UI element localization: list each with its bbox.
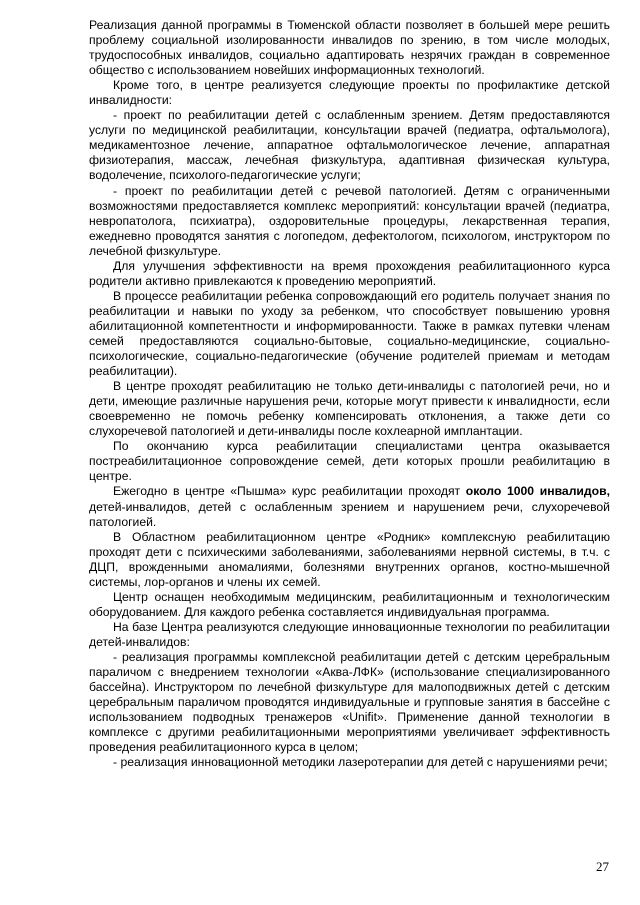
list-item: - реализация программы комплексной реабилитации детей с детским церебральным параличом с внедрением технологии «Аква-ЛФК» (использование специализированного бассейна). Инструктором по лечебной физкультуре для малоподвижных детей с детским церебральным параличом проводятся индивидуальные и групповые занятия в бассейне с использованием подводных тренажеров «Unifit». Применение данной технологии в комплексе с другими реабилитационными мероприятиями увеличивает эффективность проведения реабилитационного курса в целом; xyxy=(89,649,610,755)
list-item: - проект по реабилитации детей с речевой патологией. Детям с ограниченными возможностями предоставляется комплекс мероприятий: консультации врачей (педиатра, невропатолога, психиатра), оздоровительные процедуры, лекарственная терапия, ежедневно проводятся занятия с логопедом, дефектологом, психологом, инструктором по лечебной физкультуре. xyxy=(89,183,610,258)
paragraph xyxy=(89,484,610,529)
paragraph-text: детей-инвалидов, детей с ослабленным зрением и нарушением речи, слухоречевой патологией. xyxy=(89,499,610,529)
list-item: - реализация инновационной методики лазеротерапии для детей с нарушениями речи; xyxy=(113,755,608,770)
paragraph: Кроме того, в центре реализуется следующие проекты по профилактике детской инвалидности: xyxy=(89,78,610,108)
paragraph: В центре проходят реабилитацию не только дети-инвалиды с патологией речи, но и дети, имеющие различные нарушения речи, которые могут привести к инвалидности, если своевременно не помочь ребенку компенсировать отклонения, а также дети со слухоречевой патологией и дети-инвалиды после кохлеарной имплантации. xyxy=(89,379,610,439)
list-item: - проект по реабилитации детей с ослабленным зрением. Детям предоставляются услуги по медицинской реабилитации, консультации врачей (педиатра, офтальмолога), медикаментозное лечение, аппаратное офтальмологическое лечение, аппаратная физиотерапия, массаж, лечебная физкультура, адаптивная физическая культура, водолечение, психолого-педагогические услуги; xyxy=(89,108,610,183)
paragraph: Центр оснащен необходимым медицинским, реабилитационным и технологическим оборудованием. Для каждого ребенка составляется индивидуальная программа. xyxy=(89,589,610,619)
paragraph: На базе Центра реализуются следующие инновационные технологии по реабилитации детей-инвалидов: xyxy=(89,619,610,649)
bold-emphasis: около 1000 инвалидов, xyxy=(465,484,610,499)
paragraph: По окончанию курса реабилитации специалистами центра оказывается постреабилитационное сопровождение семей, дети которых прошли реабилитацию в центре. xyxy=(89,439,610,484)
paragraph: Для улучшения эффективности на время прохождения реабилитационного курса родители активно привлекаются к проведению мероприятий. xyxy=(89,258,610,288)
paragraph: В Областном реабилитационном центре «Родник» комплексную реабилитацию проходят дети с психическими заболеваниями, заболеваниями нервной системы, в т.ч. с ДЦП, врожденными аномалиями, болезнями внутренних органов, костно-мышечной системы, лор-органов и члены их семей. xyxy=(89,529,610,589)
paragraph: В процессе реабилитации ребенка сопровождающий его родитель получает знания по реабилитации и навыки по уходу за ребенком, что способствует повышению уровня абилитационной компетентности и информированности. Также в рамках путевки членам семей предоставляются социально-бытовые, социально-медицинские, социально-психологические, социально-педагогические (обучение родителей приемам и методам реабилитации). xyxy=(89,288,610,379)
page-number: 27 xyxy=(596,859,609,874)
document-body xyxy=(89,18,610,770)
paragraph-text: Ежегодно в центре «Пышма» курс реабилитации проходят xyxy=(113,484,466,499)
paragraph: Реализация данной программы в Тюменской области позволяет в большей мере решить проблему социальной изолированности инвалидов по зрению, в том числе молодых, трудоспособных инвалидов, социально адаптировать незрячих граждан в современное общество с использованием новейших информационных технологий. xyxy=(89,18,610,78)
